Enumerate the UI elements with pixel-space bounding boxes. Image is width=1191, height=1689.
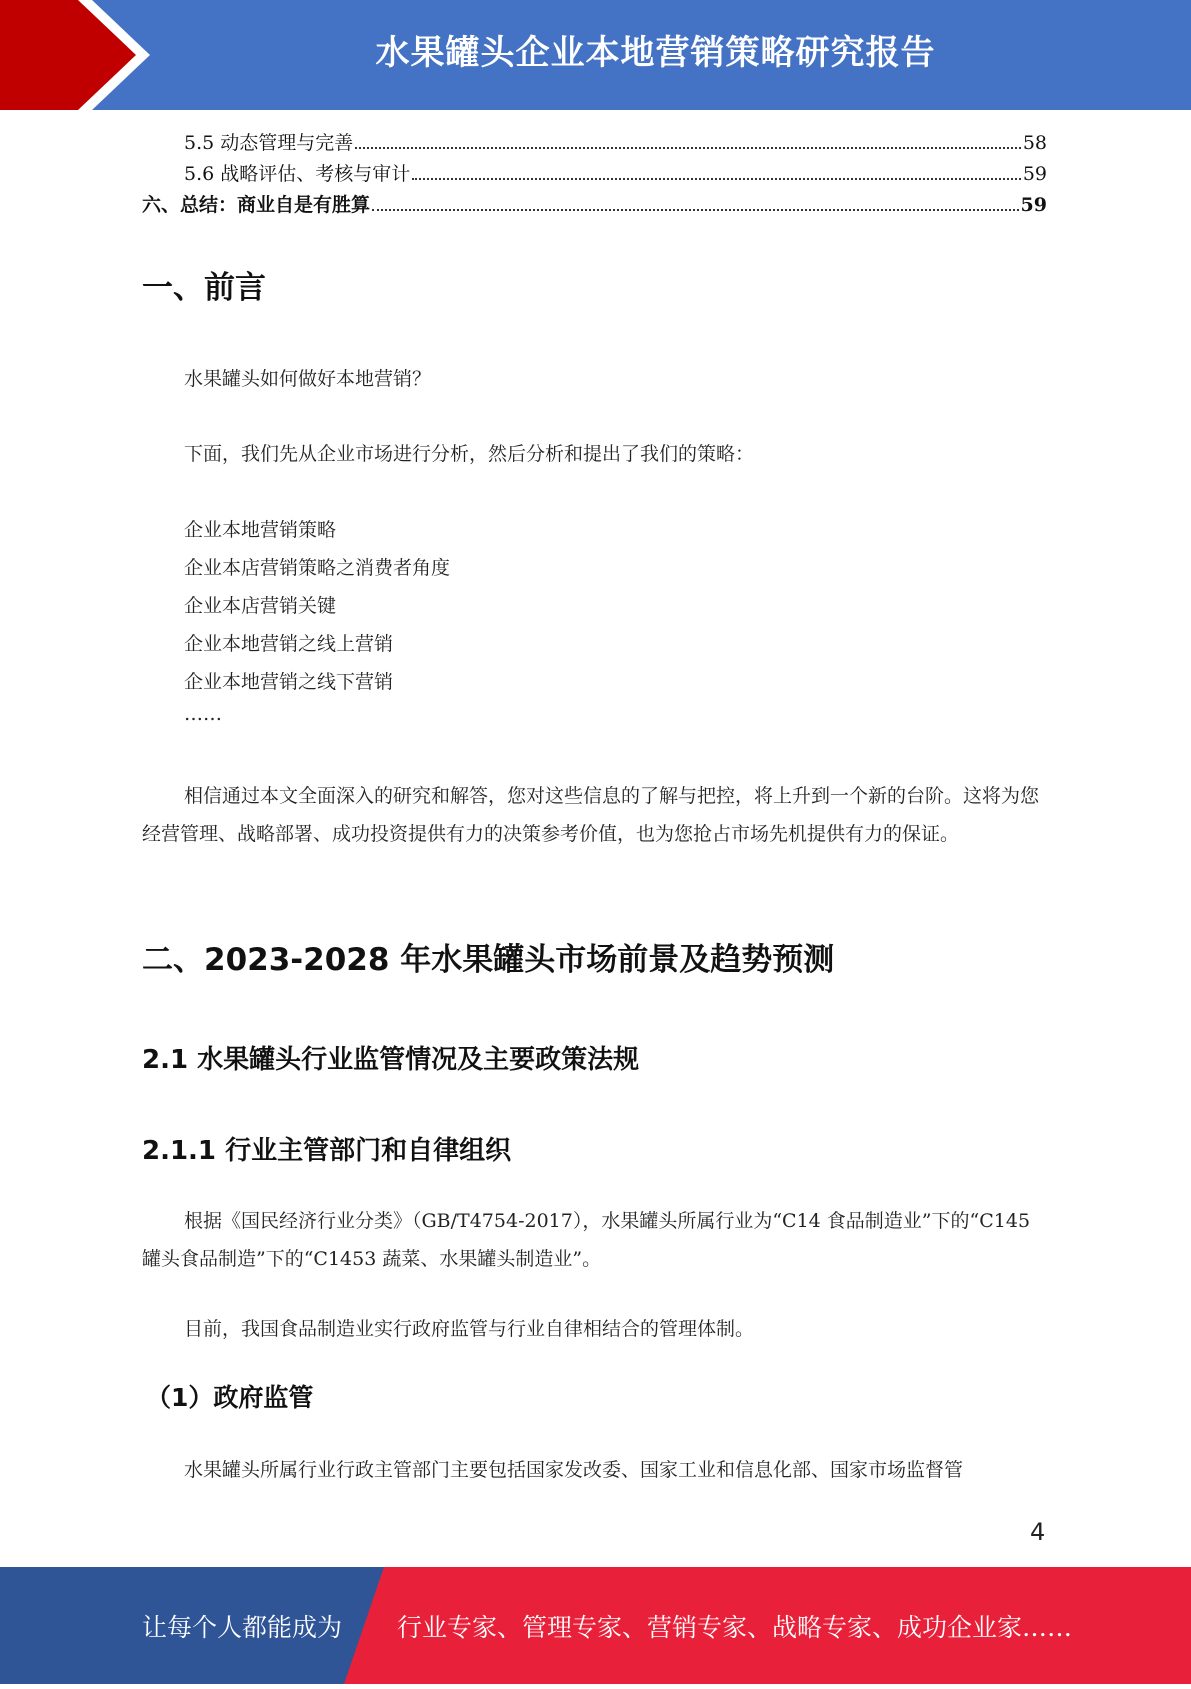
toc-dot-leader [412,178,1021,180]
section-heading-market-outlook: 二、2023-2028 年水果罐头市场前景及趋势预测 [142,942,835,978]
page-number: 4 [1030,1518,1046,1546]
preface-intro: 下面，我们先从企业市场进行分析，然后分析和提出了我们的策略： [184,443,755,465]
toc-entry-label: 5.5 动态管理与完善 [184,132,354,154]
footer-slogan-left: 让每个人都能成为 [142,1613,343,1642]
table-of-contents [142,128,1047,221]
page-footer [0,1567,1191,1684]
section-heading-preface: 一、前言 [142,270,266,306]
management-system-paragraph: 目前，我国食品制造业实行政府监管与行业自律相结合的管理体制。 [184,1318,755,1340]
strategy-list-item: 企业本地营销之线上营销 [184,633,394,655]
document-title: 水果罐头企业本地营销策略研究报告 [375,33,936,73]
toc-entry-5-5[interactable] [142,128,1047,159]
toc-dot-leader [372,209,1019,211]
subsection-heading-2-1: 2.1 水果罐头行业监管情况及主要政策法规 [142,1045,640,1075]
regulators-paragraph: 水果罐头所属行业行政主管部门主要包括国家发改委、国家工业和信息化部、国家市场监督管 [184,1459,964,1481]
preface-closing-paragraph: 相信通过本文全面深入的研究和解答，您对这些信息的了解与把控，将上升到一个新的台阶。这将为您经营管理、战略部署、成功投资提供有力的决策参考价值，也为您抢占市场先机提供有力的保证。 [142,785,1040,845]
toc-entry-5-6[interactable] [142,159,1047,190]
strategy-list-item: 企业本地营销策略 [184,519,337,541]
preface-question: 水果罐头如何做好本地营销？ [184,368,432,390]
strategy-list-ellipsis: …… [184,703,222,725]
toc-entry-label: 5.6 战略评估、考核与审计 [184,163,411,185]
toc-entry-page: 58 [1022,132,1047,154]
strategy-list-item: 企业本店营销关键 [184,595,337,617]
page-header [0,0,1191,110]
industry-classification-paragraph: 根据《国民经济行业分类》（GB/T4754-2017），水果罐头所属行业为“C14 食品制造业”下的“C145 罐头食品制造”下的“C1453 蔬菜、水果罐头制造业”。 [142,1210,1031,1270]
toc-entry-6[interactable] [142,190,1047,221]
strategy-list-item: 企业本地营销之线下营销 [184,671,394,693]
toc-entry-page: 59 [1020,194,1047,216]
toc-entry-label: 六、总结：商业自是有胜算 [142,194,371,216]
government-regulation-heading: （1）政府监管 [146,1383,314,1412]
toc-entry-page: 59 [1022,163,1047,185]
footer-slogan-right: 行业专家、管理专家、营销专家、战略专家、成功企业家…… [397,1613,1073,1642]
subsection-heading-2-1-1: 2.1.1 行业主管部门和自律组织 [142,1136,512,1166]
strategy-list-item: 企业本店营销策略之消费者角度 [184,557,451,579]
toc-dot-leader [355,147,1021,149]
